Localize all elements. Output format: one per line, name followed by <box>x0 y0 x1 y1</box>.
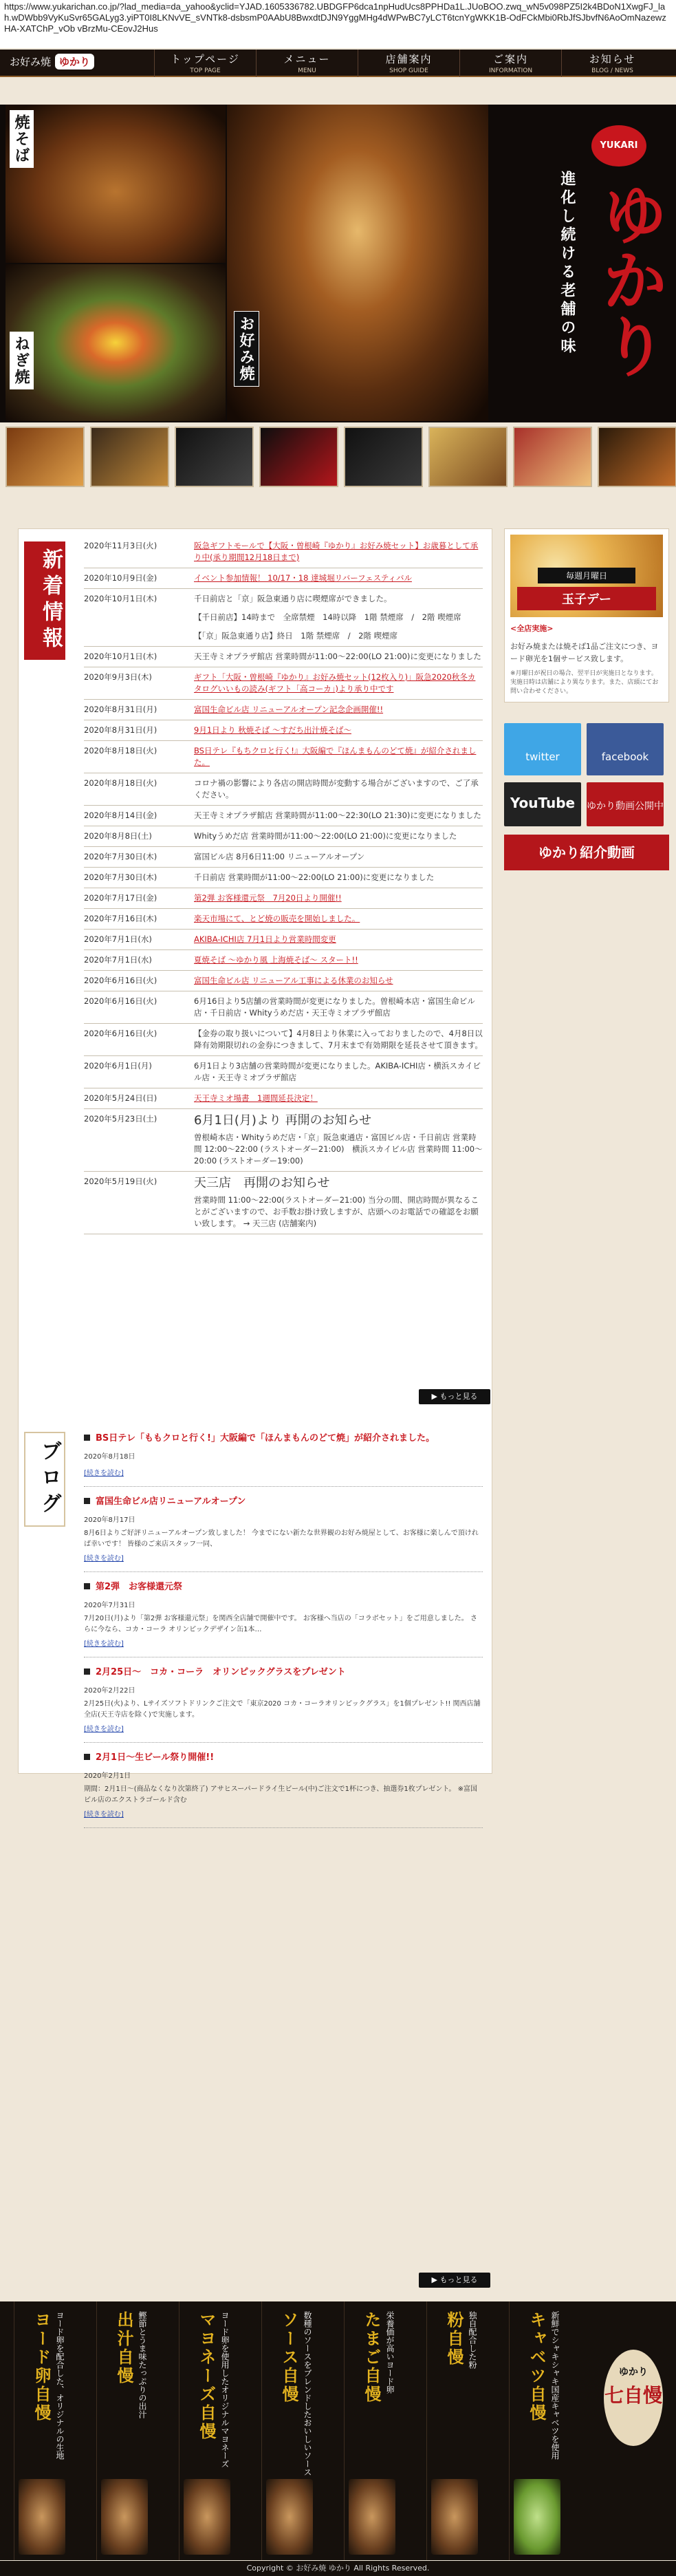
blog-title[interactable]: 2月1日～生ビール祭り開催!! <box>84 1752 214 1763</box>
logo-prefix: お好み焼 <box>10 56 52 68</box>
thumbnail[interactable] <box>513 427 592 487</box>
hero-tagline: 進化し続ける老舗の味 <box>558 171 576 356</box>
news-link[interactable]: 天王寺ミオ場書 1週間延長決定！ <box>194 1093 318 1103</box>
news-link[interactable]: 9月1日より 秋焼そば ～すだち出汁焼そば～ <box>194 725 351 735</box>
news-row <box>84 1056 483 1088</box>
thumbnail[interactable] <box>344 427 423 487</box>
news-row <box>84 888 483 909</box>
pride-title: 粉自慢 <box>444 2311 464 2367</box>
pride-photo <box>19 2479 65 2555</box>
news-date: 2020年5月24日(日) <box>84 1093 157 1103</box>
egg-day-sub: 毎週月曜日 <box>538 568 635 583</box>
seven-pride-title: 七自慢 <box>604 2384 662 2407</box>
hero-tag-yakisoba: 焼そば <box>10 110 34 168</box>
news-date: 2020年7月30日(木) <box>84 852 157 861</box>
pride-item <box>426 2301 481 2560</box>
pride-title: ヨード卵自慢 <box>32 2311 52 2423</box>
news-link[interactable]: 楽天市場にて、とど焼の販売を開始しました。 <box>194 914 360 923</box>
news-text: 天王寺ミオプラザ館店 営業時間が11:00～22:00(LO 21:00)に変更になりました <box>194 652 481 661</box>
news-date: 2020年8月18日(火) <box>84 746 157 755</box>
news-text: 千日前店と「京」阪急東通り店に喫煙席ができました。 <box>194 594 392 603</box>
nav-shop-en: SHOP GUIDE <box>389 67 428 74</box>
news-list <box>84 536 483 1234</box>
pride-photo <box>349 2479 395 2555</box>
pride-item <box>96 2301 151 2560</box>
blog-item <box>84 1424 483 1487</box>
news-row <box>84 720 483 741</box>
nav-news-label: お知らせ <box>589 53 636 65</box>
news-row <box>84 647 483 667</box>
seven-pride-section <box>0 2301 676 2560</box>
pride-title: ソース自慢 <box>279 2311 299 2404</box>
news-row <box>84 1088 483 1109</box>
blog-more-button[interactable]: ▶ もっと見る <box>419 2273 490 2288</box>
pride-title: キャベツ自慢 <box>527 2311 547 2423</box>
news-link[interactable]: BS日テレ『もちクロと行く!』大阪編で『ほんまもんのどて焼』が紹介されました。 <box>194 746 477 767</box>
news-row <box>84 909 483 930</box>
news-link[interactable]: 富国生命ビル店 リニューアル工事による休業のお知らせ <box>194 976 393 985</box>
news-date: 2020年6月16日(火) <box>84 976 157 985</box>
blog-title[interactable]: 第2弾 お客様還元祭 <box>84 1582 182 1592</box>
news-row <box>84 826 483 847</box>
nav-shop[interactable] <box>358 50 459 77</box>
nav-top[interactable] <box>154 50 256 77</box>
promo-video-button[interactable]: ゆかり紹介動画 <box>504 835 669 870</box>
news-text: 天王寺ミオプラザ館店 営業時間が11:00～22:30(LO 21:30)に変更になりました <box>194 811 481 820</box>
logo-badge: ゆかり <box>55 54 94 69</box>
news-row <box>84 1109 483 1172</box>
news-text: 【「京」阪急東通り店】終日 1階 禁煙席 / 2階 喫煙席 <box>194 631 398 641</box>
egg-day-banner <box>510 535 663 617</box>
egg-day-heading: <全店実施> <box>510 624 554 633</box>
nav-shop-label: 店舗案内 <box>385 53 433 65</box>
egg-day-text: お好み焼または焼そば1品ご注文につき、ヨード卵光を1個サービス致します。 <box>510 642 659 663</box>
news-row <box>84 741 483 773</box>
news-link[interactable]: 阪急ギフトモールで【大阪・曽根崎『ゆかり』お好み焼セット】お歳暮として承り中(承り期間12月18日まで) <box>194 541 479 562</box>
news-row <box>84 868 483 888</box>
blog-date: 2020年8月17日 <box>84 1516 135 1524</box>
nav-news-en: BLOG / NEWS <box>591 67 633 74</box>
news-text: 【金券の取り扱いについて】4月8日より休業に入っておりましたので、4月8日以降有効期限切れの金券につきまして、7月末まで有効期限を延長させて頂きます。 <box>194 1029 483 1050</box>
pride-title: マヨネーズ自慢 <box>197 2311 217 2441</box>
news-date: 2020年5月23日(土) <box>84 1114 157 1124</box>
thumbnail[interactable] <box>428 427 508 487</box>
news-text: 【千日前店】14時まで 全席禁煙 14時以降 1階 禁煙席 / 2階 喫煙席 <box>194 612 461 622</box>
news-row <box>84 536 483 568</box>
main-nav <box>154 50 663 77</box>
news-text: 千日前店 営業時間が11:00～22:00(LO 21:00)に変更になりました <box>194 872 435 882</box>
blog-title[interactable]: 富国生命ビル店リニューアルオープン <box>84 1496 246 1507</box>
news-text: 営業時間 11:00～22:00(ラストオーダー21:00) 当分の間、開店時間が異なることがございますので、お手数お掛け致しますが、店頭へのお電話での確認をお願い致します。 → 天三店 (店舗案内) <box>194 1195 479 1228</box>
blog-read-more[interactable]: [続きを読む] <box>84 1470 124 1477</box>
news-date: 2020年8月31日(月) <box>84 725 157 735</box>
blog-read-more[interactable]: [続きを読む] <box>84 1726 124 1733</box>
nav-top-label: トップページ <box>171 53 240 65</box>
blog-excerpt: 7月20日(月)より「第2弾 お客様還元祭」を関西全店舗で開催中です。 お客様へ当店の「コラボセット」をご用意しました。 さらに今なら、コカ・コーラ オリンピックデザイン缶1本… <box>84 1615 477 1633</box>
news-text: コロナ禍の影響により各店の開店時間が変動する場合がございますので、ご了承ください。 <box>194 778 479 799</box>
nav-top-en: TOP PAGE <box>190 67 221 74</box>
hero-okonomiyaki-photo <box>227 105 488 421</box>
pride-photo <box>101 2479 148 2555</box>
news-date: 2020年7月30日(木) <box>84 872 157 882</box>
news-heading: 6月1日(月)より 再開のお知らせ <box>194 1113 372 1128</box>
news-row <box>84 806 483 826</box>
blog-title[interactable]: BS日テレ「ももクロと行く!」大阪編で「ほんまもんのどて焼」が紹介されました。 <box>84 1433 435 1443</box>
blog-date: 2020年2月22日 <box>84 1687 135 1695</box>
nav-info-label: ご案内 <box>492 53 528 65</box>
news-link[interactable]: AKIBA-ICHI店 7月1日より営業時間変更 <box>194 934 336 944</box>
news-row <box>84 847 483 868</box>
news-text: 6月16日より5店舗の営業時間が変更になりました。曽根崎本店・富国生命ビル店・千日前店・Whityうめだ店・天王寺ミオプラザ館店 <box>194 996 475 1018</box>
news-more-button[interactable]: ▶ もっと見る <box>419 1389 490 1404</box>
nav-info[interactable] <box>459 50 561 77</box>
news-date: 2020年10月1日(木) <box>84 594 157 603</box>
news-date: 2020年6月16日(火) <box>84 996 157 1006</box>
news-row <box>84 773 483 806</box>
blog-date: 2020年7月31日 <box>84 1602 135 1609</box>
facebook-button[interactable]: facebook <box>587 723 664 775</box>
blog-item <box>84 1657 483 1743</box>
nav-menu-label: メニュー <box>283 53 331 65</box>
seven-pride-heading <box>604 2350 663 2446</box>
pride-desc: 栄養価が高いヨード卵 <box>385 2311 395 2394</box>
news-row <box>84 950 483 971</box>
hero-yakisoba-photo <box>6 105 226 263</box>
footer-copyright: Copyright © お好み焼 ゆかり All Rights Reserved. <box>0 2561 676 2576</box>
blog-read-more[interactable]: [続きを読む] <box>84 1555 124 1563</box>
blog-read-more[interactable]: [続きを読む] <box>84 1811 124 1818</box>
thumbnail[interactable] <box>90 427 169 487</box>
hero-negiyaki-photo <box>6 264 226 421</box>
news-row <box>84 589 483 647</box>
blog-item <box>84 1572 483 1657</box>
seven-pride-brand: ゆかり <box>619 2367 648 2378</box>
pride-desc: ヨード卵を配合した、オリジナルの生地 <box>55 2311 65 2460</box>
hero-tag-okonomiyaki: お好み焼 <box>234 311 259 387</box>
egg-day-note: ※月曜日が祝日の場合、翌平日が実施日となります。 実施日時は店舗により異なります。また、店頭にてお問い合わせください。 <box>510 670 659 695</box>
pride-item <box>179 2301 234 2560</box>
twitter-button[interactable]: twitter <box>504 723 581 775</box>
news-date: 2020年9月3日(木) <box>84 672 152 682</box>
news-date: 2020年6月1日(月) <box>84 1061 152 1071</box>
hero-banner <box>0 105 676 422</box>
pride-item <box>509 2301 564 2560</box>
news-date: 2020年5月19日(火) <box>84 1177 157 1186</box>
news-row <box>84 1024 483 1056</box>
nav-menu[interactable] <box>256 50 358 77</box>
news-link[interactable]: イベント参加情報！ 10/17・18 達城堀リバーフェスティバル <box>194 573 412 583</box>
blog-excerpt: 8月6日よりご好評リニューアルオープン致しました！ 今までにない新たな世界観のお好み焼屋として、お客様に楽しんで頂ければ幸いです！ 皆様のご来店スタッフ一同、 <box>84 1530 479 1548</box>
news-date: 2020年7月16日(木) <box>84 914 157 923</box>
news-row <box>84 971 483 991</box>
news-row <box>84 1172 483 1234</box>
main-content <box>18 528 492 2284</box>
blog-excerpt: 2月25日(火)より、Lサイズソフトドリンクご注文で「東京2020 コカ・コーラオリンピックグラス」を1個プレゼント!! 関西店舗全店(天王寺店を除く)で実施します。 <box>84 1700 481 1719</box>
news-row <box>84 568 483 589</box>
blog-read-more[interactable]: [続きを読む] <box>84 1640 124 1648</box>
news-date: 2020年8月31日(月) <box>84 705 157 714</box>
news-date: 2020年7月1日(水) <box>84 955 152 965</box>
blog-list <box>84 1424 483 1828</box>
video-links <box>504 782 669 826</box>
site-header <box>0 50 676 77</box>
thumbnail[interactable] <box>598 427 676 487</box>
news-date: 2020年7月17日(金) <box>84 893 157 903</box>
news-date: 2020年11月3日(火) <box>84 541 157 550</box>
yukari-video-button[interactable]: ゆかり動画公開中 <box>587 782 664 826</box>
egg-day-box[interactable] <box>504 528 669 702</box>
news-date: 2020年10月1日(木) <box>84 652 157 661</box>
news-text: 富国ビル店 8月6日11:00 リニューアルオープン <box>194 852 365 861</box>
blog-date: 2020年8月18日 <box>84 1453 135 1461</box>
hero-thumbnails <box>6 427 676 487</box>
hero-tag-negiyaki: ねぎ焼 <box>10 332 34 389</box>
hero-brand: ゆかり <box>591 180 669 378</box>
pride-photo <box>514 2479 560 2555</box>
pride-item <box>14 2301 69 2560</box>
thumbnail[interactable] <box>259 427 338 487</box>
news-date: 2020年8月14日(金) <box>84 811 157 820</box>
pride-desc: 数種のソースをブレンドしたおいしいソース <box>303 2311 312 2476</box>
news-link[interactable]: 第2弾 お客様還元祭 7月20日より開催!! <box>194 893 342 903</box>
news-link[interactable]: 夏焼そば ～ゆかり風 上海焼そば～ スタート!! <box>194 955 358 965</box>
news-date: 2020年8月18日(火) <box>84 778 157 788</box>
blog-excerpt: 期間：2月1日～(商品なくなり次第終了) アサヒスーパードライ生ビール(中)ご注文で1杯につき、抽選券1枚プレゼント。 ※富国ビル店のエクストラゴールド含む <box>84 1785 477 1804</box>
pride-desc: 独自配合した粉 <box>468 2311 477 2369</box>
news-date: 2020年8月8日(土) <box>84 831 152 841</box>
blog-item <box>84 1743 483 1828</box>
sidebar <box>504 528 669 870</box>
nav-menu-en: MENU <box>298 67 316 74</box>
social-links <box>504 723 669 775</box>
pride-title: たまご自慢 <box>362 2311 382 2404</box>
pride-photo <box>431 2479 478 2555</box>
pride-title: 出汁自慢 <box>114 2311 134 2385</box>
nav-info-en: INFORMATION <box>488 67 533 74</box>
pride-desc: 新鮮でシャキシャキ国産キャベツを使用 <box>550 2311 560 2460</box>
news-link[interactable]: ギフト「大阪・曽根崎『ゆかり』お好み焼セット(12枚入り)」阪急2020秋冬カタログいいもの読み(ギフト「高コーカ」)より承り中です <box>194 672 476 694</box>
blog-title[interactable]: 2月25日～ コカ・コーラ オリンピックグラスをプレゼント <box>84 1667 346 1677</box>
hero-logo: YUKARI <box>591 125 646 167</box>
pride-photo <box>266 2479 313 2555</box>
pride-desc: ヨード卵を使用したオリジナルマヨネーズ <box>220 2311 230 2468</box>
site-logo[interactable] <box>10 54 94 69</box>
news-heading: 天三店 再開のお知らせ <box>194 1176 330 1190</box>
pride-desc: 鰹節とうま味たっぷりの出汁 <box>138 2311 147 2418</box>
nav-news[interactable] <box>561 50 663 77</box>
news-date: 2020年7月1日(水) <box>84 934 152 944</box>
blog-section-label: ブログ <box>24 1432 65 1527</box>
news-row <box>84 700 483 720</box>
news-link[interactable]: 富国生命ビル店 リニューアルオープン記念企画開催!! <box>194 705 384 714</box>
pride-photo <box>184 2479 230 2555</box>
news-text: 曽根崎本店・Whityうめだ店・「京」阪急東通店・富国ビル店・千日前店 営業時間 12:00～22:00 (ラストオーダー21:00) 横浜スカイビル店 営業時間 11:00～20:00 (ラストオーダー19:00) <box>194 1133 483 1166</box>
news-row <box>84 991 483 1024</box>
news-text: 6月1日より3店舗の営業時間が変更になりました。AKIBA-ICHI店・横浜スカイビル店・天王寺ミオプラザ館店 <box>194 1061 481 1082</box>
pride-item <box>344 2301 399 2560</box>
thumbnail[interactable] <box>175 427 254 487</box>
news-text: Whityうめだ店 営業時間が11:00～22:00(LO 21:00)に変更になりました <box>194 831 457 841</box>
browser-url[interactable]: https://www.yukarichan.co.jp/?lad_media=da_yahoo&yclid=YJAD.1605336782.UBDGFP6dca1npHudUcs8PPHDa1L.JUoBOO.zwq_wN5v098PZ5I2k4BDoN1XwgFJ_lah.wDWbb9VyKuSvr65GALyg3.yiPT0I8LKNvVE_sVNTk8-dsbsmP0AAbU8BwxdtDJN9YggMHg4dWPwBC7yLCT6tcnYgWKK1B-OdFCkMbi0RbJfSJbvfN6AoOmNazewzHA-XATChP_vOb vBrzMu-CEovJ2Hus <box>0 0 676 48</box>
blog-item <box>84 1487 483 1572</box>
news-row <box>84 930 483 950</box>
youtube-button[interactable]: YouTube <box>504 782 581 826</box>
news-row <box>84 667 483 700</box>
news-section-label: 新着情報 <box>24 541 65 660</box>
news-date: 2020年6月16日(火) <box>84 1029 157 1038</box>
pride-item <box>261 2301 316 2560</box>
thumbnail[interactable] <box>6 427 85 487</box>
blog-date: 2020年2月1日 <box>84 1772 131 1780</box>
news-date: 2020年10月9日(金) <box>84 573 157 583</box>
egg-day-title: 玉子デー <box>517 587 656 610</box>
